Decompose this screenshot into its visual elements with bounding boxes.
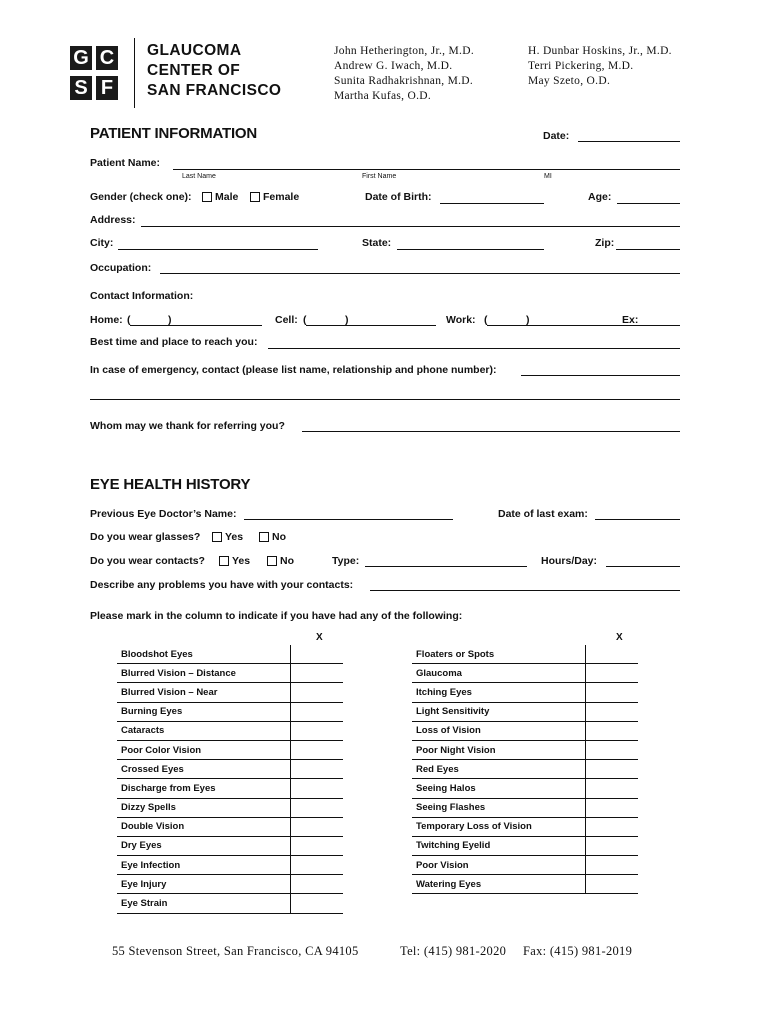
symptom-row [117,740,343,759]
checklist-x-header: X [616,632,623,643]
address-label: Address: [90,214,136,226]
logo-name-line: SAN FRANCISCO [147,82,282,99]
symptom-mark-cell[interactable] [586,875,639,894]
patient-info-title: PATIENT INFORMATION [90,125,258,142]
doctor-name: H. Dunbar Hoskins, Jr., M.D. [528,45,672,57]
date-field[interactable] [578,141,680,142]
patient-name-field[interactable] [173,169,680,170]
contacts-problems-field[interactable] [370,590,680,591]
emergency-contact-field[interactable] [521,375,680,376]
symptom-name: Poor Vision [412,856,586,875]
symptom-row [117,683,343,702]
doctor-name: John Hetherington, Jr., M.D. [334,45,475,57]
no-label: No [280,555,294,567]
best-time-label: Best time and place to reach you: [90,336,258,348]
symptom-mark-cell[interactable] [586,664,639,683]
symptom-row [117,875,343,894]
paren-open: ( [484,314,488,326]
occupation-field[interactable] [160,273,680,274]
occupation-label: Occupation: [90,262,152,274]
cell-phone-label: Cell: [275,314,298,326]
emergency-contact-label: In case of emergency, contact (please list name, relationship and phone number): [90,364,497,376]
symptom-row [117,779,343,798]
symptom-row [117,798,343,817]
symptom-row [412,817,638,836]
paren-close: ) [345,314,349,326]
symptom-name: Temporary Loss of Vision [412,817,586,836]
symptom-row [117,721,343,740]
symptom-row [412,664,638,683]
logo-name-line: CENTER OF [147,62,241,79]
symptom-name: Seeing Halos [412,779,586,798]
doctor-name: Andrew G. Iwach, M.D. [334,60,453,72]
zip-field[interactable] [616,249,680,250]
best-time-field[interactable] [268,348,680,349]
no-label: No [272,531,286,543]
gender-male-option[interactable] [202,191,238,203]
symptom-name: Eye Infection [117,856,291,875]
symptom-checklist-right [412,645,638,894]
dob-label: Date of Birth: [365,191,432,203]
cell-phone-field[interactable] [306,325,436,326]
symptom-mark-cell[interactable] [291,875,344,894]
last-exam-field[interactable] [595,519,680,520]
footer-address: 55 Stevenson Street, San Francisco, CA 94105 [112,944,359,958]
symptom-mark-cell[interactable] [291,683,344,702]
work-phone-label: Work: [446,314,476,326]
symptom-mark-cell[interactable] [586,817,639,836]
symptom-mark-cell[interactable] [291,836,344,855]
checklist-x-header: X [316,632,323,643]
paren-close: ) [168,314,172,326]
symptom-row [117,836,343,855]
symptom-name: Blurred Vision – Distance [117,664,291,683]
contacts-no-checkbox[interactable] [267,556,277,566]
symptom-name: Bloodshot Eyes [117,645,291,664]
mi-caption: MI [544,173,552,180]
symptom-name: Dizzy Spells [117,798,291,817]
paren-open: ( [127,314,131,326]
symptom-row [117,760,343,779]
symptom-mark-cell[interactable] [586,702,639,721]
gender-label: Gender (check one): [90,191,192,203]
state-label: State: [362,237,392,249]
symptom-name: Watering Eyes [412,875,586,894]
symptom-mark-cell[interactable] [586,683,639,702]
symptom-mark-cell[interactable] [291,645,344,664]
prev-doctor-label: Previous Eye Doctor’s Name: [90,508,237,520]
symptom-row [117,645,343,664]
contact-type-label: Type: [332,555,360,567]
symptom-mark-cell[interactable] [291,856,344,875]
symptom-row [412,798,638,817]
dob-field[interactable] [440,203,544,204]
symptom-name: Light Sensitivity [412,702,586,721]
glasses-no-option[interactable] [259,531,286,543]
symptom-mark-cell[interactable] [291,798,344,817]
doctor-name: Terri Pickering, M.D. [528,60,634,72]
female-checkbox[interactable] [250,192,260,202]
glasses-no-checkbox[interactable] [259,532,269,542]
hours-per-day-field[interactable] [606,566,680,567]
symptom-row [412,683,638,702]
symptom-name: Eye Strain [117,894,291,913]
footer-fax: Fax: (415) 981-2019 [523,944,633,958]
symptom-name: Cataracts [117,721,291,740]
symptom-name: Crossed Eyes [117,760,291,779]
symptom-mark-cell[interactable] [291,817,344,836]
age-field[interactable] [617,203,680,204]
symptom-mark-cell[interactable] [291,721,344,740]
symptom-mark-cell[interactable] [291,779,344,798]
symptom-name: Poor Night Vision [412,740,586,759]
symptom-row [412,856,638,875]
symptom-mark-cell[interactable] [586,836,639,855]
male-checkbox[interactable] [202,192,212,202]
contacts-problems-label: Describe any problems you have with your contacts: [90,579,354,591]
symptom-row [117,856,343,875]
yes-label: Yes [232,555,251,567]
gender-female-option[interactable] [250,191,299,203]
address-field[interactable] [141,226,680,227]
symptom-name: Double Vision [117,817,291,836]
age-label: Age: [588,191,612,203]
symptom-mark-cell[interactable] [586,721,639,740]
contacts-no-option[interactable] [267,555,294,567]
last-name-caption: Last Name [182,173,216,180]
doctor-name: Martha Kufas, O.D. [334,90,432,102]
symptom-name: Eye Injury [117,875,291,894]
symptom-mark-cell[interactable] [586,779,639,798]
doctor-list-right [528,44,672,89]
extension-label: Ex: [622,314,639,326]
referral-label: Whom may we thank for referring you? [90,420,285,432]
symptom-row [412,645,638,664]
male-label: Male [215,191,239,203]
symptom-name: Glaucoma [412,664,586,683]
first-name-caption: First Name [362,173,397,180]
city-label: City: [90,237,114,249]
contacts-yes-checkbox[interactable] [219,556,229,566]
symptom-mark-cell[interactable] [291,894,344,913]
checklist-instruction: Please mark in the column to indicate if you have had any of the following: [90,610,463,622]
symptom-row [412,760,638,779]
symptom-name: Seeing Flashes [412,798,586,817]
hours-per-day-label: Hours/Day: [541,555,598,567]
yes-label: Yes [225,531,244,543]
symptom-mark-cell[interactable] [586,645,639,664]
contacts-question: Do you wear contacts? [90,555,205,567]
symptom-row [412,740,638,759]
symptom-name: Itching Eyes [412,683,586,702]
patient-name-label: Patient Name: [90,157,161,169]
logo-letter: S [70,76,92,100]
doctor-list-left [334,44,474,104]
symptom-name: Loss of Vision [412,721,586,740]
logo-letter: C [96,46,118,70]
symptom-name: Twitching Eyelid [412,836,586,855]
logo-letter: G [70,46,92,70]
eye-history-title: EYE HEALTH HISTORY [90,476,251,493]
symptom-row [117,702,343,721]
doctor-name: Sunita Radhakrishnan, M.D. [334,75,474,87]
symptom-mark-cell[interactable] [586,740,639,759]
state-field[interactable] [397,249,544,250]
logo-divider [134,38,135,108]
symptom-row [412,702,638,721]
symptom-name: Red Eyes [412,760,586,779]
contacts-yes-option[interactable] [219,555,250,567]
symptom-name: Floaters or Spots [412,645,586,664]
female-label: Female [263,191,300,203]
last-exam-label: Date of last exam: [498,508,588,520]
symptom-mark-cell[interactable] [586,856,639,875]
doctor-name: May Szeto, O.D. [528,75,611,87]
contact-info-label: Contact Information: [90,290,194,302]
glasses-yes-option[interactable] [212,531,243,543]
symptom-name: Dry Eyes [117,836,291,855]
zip-label: Zip: [595,237,615,249]
symptom-mark-cell[interactable] [291,664,344,683]
footer-phone: Tel: (415) 981-2020 [400,944,507,958]
logo-name-line: GLAUCOMA [147,42,242,59]
referral-field[interactable] [302,431,680,432]
symptom-row [412,721,638,740]
symptom-row [117,817,343,836]
city-field[interactable] [118,249,318,250]
symptom-name: Blurred Vision – Near [117,683,291,702]
paren-close: ) [526,314,530,326]
symptom-name: Discharge from Eyes [117,779,291,798]
glasses-question: Do you wear glasses? [90,531,201,543]
symptom-name: Poor Color Vision [117,740,291,759]
home-phone-label: Home: [90,314,123,326]
symptom-row [412,836,638,855]
symptom-checklist-left [117,645,343,914]
symptom-row [117,664,343,683]
glasses-yes-checkbox[interactable] [212,532,222,542]
symptom-name: Burning Eyes [117,702,291,721]
symptom-mark-cell[interactable] [291,760,344,779]
home-phone-field[interactable] [130,325,262,326]
work-phone-field[interactable] [487,325,680,326]
logo-letter: F [96,76,118,100]
prev-doctor-field[interactable] [244,519,453,520]
date-label: Date: [543,130,570,142]
symptom-mark-cell[interactable] [586,798,639,817]
symptom-mark-cell[interactable] [291,740,344,759]
symptom-row [412,779,638,798]
contact-type-field[interactable] [365,566,527,567]
symptom-row [412,875,638,894]
symptom-mark-cell[interactable] [291,702,344,721]
emergency-contact-field-2[interactable] [90,399,680,400]
symptom-mark-cell[interactable] [586,760,639,779]
paren-open: ( [303,314,307,326]
symptom-row [117,894,343,913]
